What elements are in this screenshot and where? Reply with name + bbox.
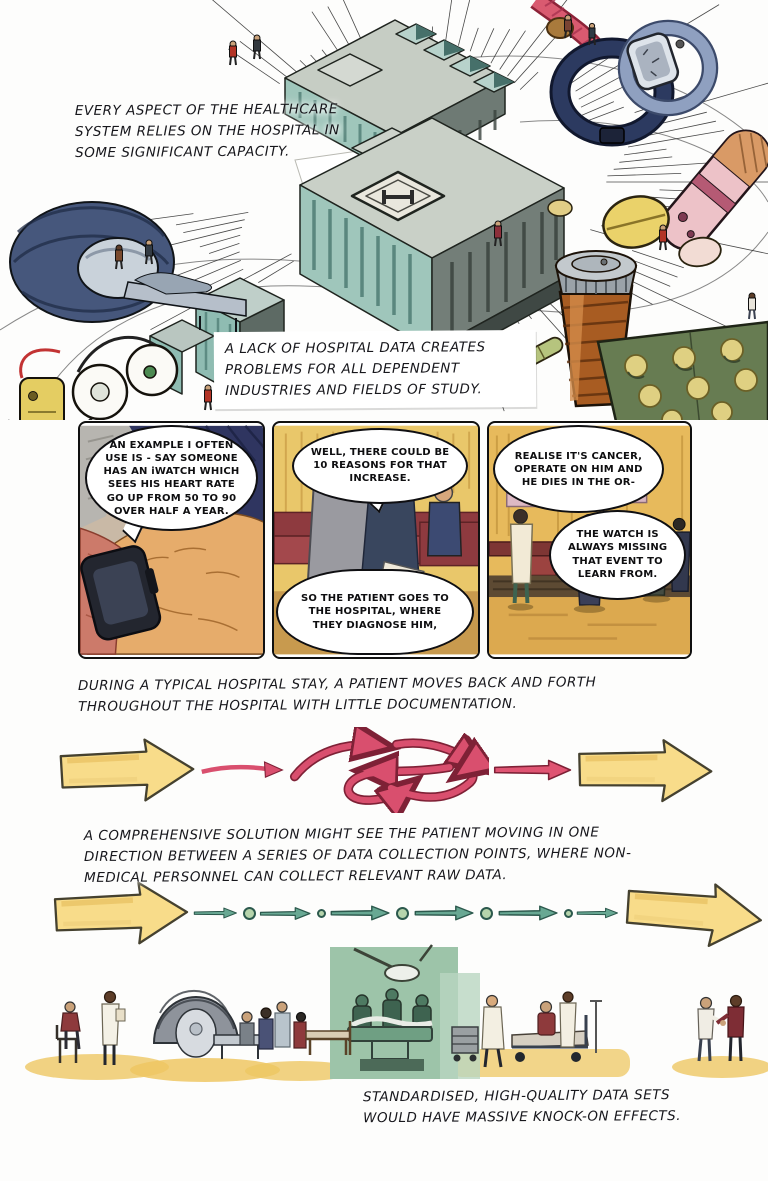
speech-bubble: WELL, THERE COULD BE 10 REASONS FOR THAT INCREASE. [292, 428, 467, 504]
caption-lack-of-data: A LACK OF HOSPITAL DATA CREATES PROBLEMS FOR ALL DEPENDENT INDUSTRIES AND FIELDS OF STUDY. [214, 330, 537, 409]
step-arrow-icon [413, 904, 477, 922]
caption-standardised: STANDARDISED, HIGH-QUALITY DATA SETS WOULD HAVE MASSIVE KNOCK-ON EFFECTS. [362, 1087, 682, 1127]
speech-bubble: REALISE IT'S CANCER, OPERATE ON HIM AND HE DIES IN THE OR- [493, 425, 664, 513]
comic-panel-3 [487, 421, 692, 659]
data-collection-point [243, 907, 256, 920]
step-arrow-icon [193, 905, 239, 921]
data-collection-point [564, 909, 573, 918]
flow-arrow-icon [493, 757, 573, 783]
mri-station [154, 991, 266, 1059]
milestone-arrow-icon [575, 734, 715, 807]
chaotic-flow-diagram [58, 726, 714, 814]
intake-interview [57, 992, 125, 1066]
speech-bubble: THE WATCH IS ALWAYS MISSING THAT EVENT TO LEARN FROM. [549, 510, 686, 600]
step-arrow-icon [576, 905, 620, 921]
comic-panel-2 [272, 421, 480, 659]
step-arrow-icon [497, 904, 561, 922]
data-collection-point [396, 907, 409, 920]
patient-journey-illustration [0, 943, 768, 1085]
milestone-arrow-icon [52, 880, 190, 946]
caption-hospital-stay: DURING A TYPICAL HOSPITAL STAY, A PATIENT MOVES BACK AND FORTH THROUGHOUT THE HOSPITAL WITH LITTLE DOCUMENTATION. [77, 674, 597, 716]
step-arrow-icon [329, 904, 393, 922]
audiometer-device [8, 337, 177, 420]
milestone-arrow-icon [58, 736, 196, 804]
data-collection-point [317, 909, 326, 918]
discharge-handshake [698, 996, 744, 1062]
tangled-arrows-icon [289, 727, 489, 813]
speech-bubble: AN EXAMPLE I OFTEN USE IS - SAY SOMEONE HAS AN iWATCH WHICH SEES HIS HEART RATE GO UP FROM 50 TO 90 OVER HALF A YEAR. [85, 425, 257, 531]
step-arrow-icon [259, 905, 313, 922]
speech-bubble: SO THE PATIENT GOES TO THE HOSPITAL, WHERE THEY DIAGNOSE HIM, [276, 569, 474, 655]
caption-solution: A COMPREHENSIVE SOLUTION MIGHT SEE THE PATIENT MOVING IN ONE DIRECTION BETWEEN A SERIES OF DATA COLLECTION POINTS, WHERE NON-MEDICAL PERSONNEL CAN COLLECT RELEVANT RAW DATA. [83, 824, 632, 887]
data-collection-point [480, 907, 493, 920]
caption-intro: EVERY ASPECT OF THE HEALTHCARE SYSTEM RELIES ON THE HOSPITAL IN SOME SIGNIFICANT CAPACITY. [74, 101, 340, 162]
flow-arrow-icon [200, 757, 286, 783]
comic-panel-1 [78, 421, 265, 659]
panel-row [78, 421, 692, 659]
